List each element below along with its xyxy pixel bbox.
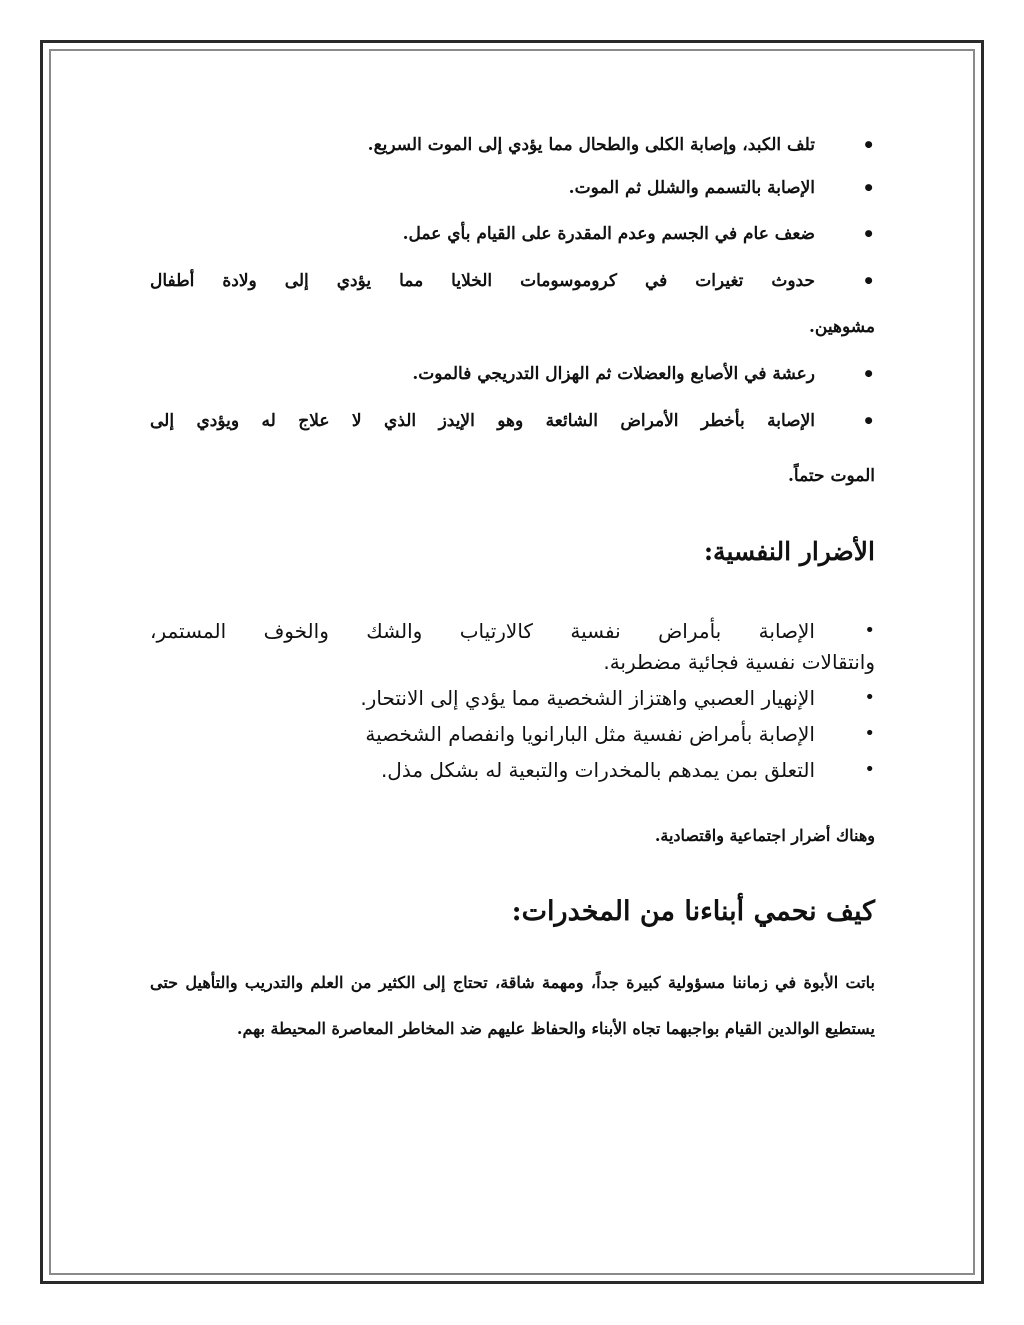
list-item-text: ضعف عام في الجسم وعدم المقدرة على القيام بأي عمل.	[402, 224, 815, 244]
list-item-text: رعشة في الأصابع والعضلات ثم الهزال التدريجي فالموت.	[412, 364, 815, 384]
list-item-continuation: وانتقالات نفسية فجائية مضطربة.	[603, 650, 875, 674]
list-item-continuation: مشوهين.	[808, 317, 875, 337]
list-item	[150, 756, 875, 784]
list-item	[150, 215, 875, 253]
list-item-continuation: الموت حتماً.	[787, 466, 875, 486]
list-item-text: الإصابة بالتسمم والشلل ثم الموت.	[568, 178, 815, 198]
list-item-text: الإصابة بأخطر الأمراض الشائعة وهو الإيدز الذي لا علاج له ويؤدي إلى	[150, 411, 815, 431]
bullet-icon: •	[862, 176, 875, 200]
list-item	[150, 684, 875, 712]
list-item-text: الإصابة بأمراض نفسية مثل البارانويا وانفصام الشخصية	[365, 722, 815, 746]
list-item	[150, 617, 875, 645]
list-item	[150, 126, 875, 164]
list-item	[150, 402, 875, 440]
bullet-icon: •	[862, 409, 875, 433]
list-item-text: الإنهيار العصبي واهتزاز الشخصية مما يؤدي إلى الانتحار.	[360, 686, 815, 710]
list-item	[150, 355, 875, 393]
section-heading: الأضرار النفسية:	[703, 537, 875, 566]
bullet-icon: •	[862, 269, 875, 293]
list-item	[150, 262, 875, 300]
list-item-text: الإصابة بأمراض نفسية كالارتياب والشك والخوف المستمر،	[150, 619, 815, 643]
section-heading: كيف نحمي أبناءنا من المخدرات:	[511, 896, 875, 927]
bullet-icon: •	[864, 723, 875, 744]
list-item-text: تلف الكبد، وإصابة الكلى والطحال مما يؤدي إلى الموت السريع.	[367, 135, 815, 155]
list-item-text: التعلق بمن يمدهم بالمخدرات والتبعية له بشكل مذل.	[380, 758, 815, 782]
note-text: وهناك أضرار اجتماعية واقتصادية.	[654, 826, 875, 845]
bullet-icon: •	[862, 133, 875, 157]
list-item	[150, 169, 875, 207]
bullet-icon: •	[862, 222, 875, 246]
intro-paragraph: باتت الأبوة في زماننا مسؤولية كبيرة جداً، ومهمة شاقة، تحتاج إلى الكثير من العلم والتدريب والتأهيل حتى يستطيع الوالدين القيام بواجبهما تجاه الأبناء والحفاظ عليهم ضد المخاطر المعاصرة المحيطة بهم.	[150, 973, 875, 1038]
bullet-icon: •	[862, 362, 875, 386]
bullet-icon: •	[864, 620, 875, 641]
bullet-icon: •	[864, 687, 875, 708]
list-item	[150, 720, 875, 748]
list-item-text: حدوث تغيرات في كروموسومات الخلايا مما يؤدي إلى ولادة أطفال	[150, 271, 815, 291]
bullet-icon: •	[864, 759, 875, 780]
